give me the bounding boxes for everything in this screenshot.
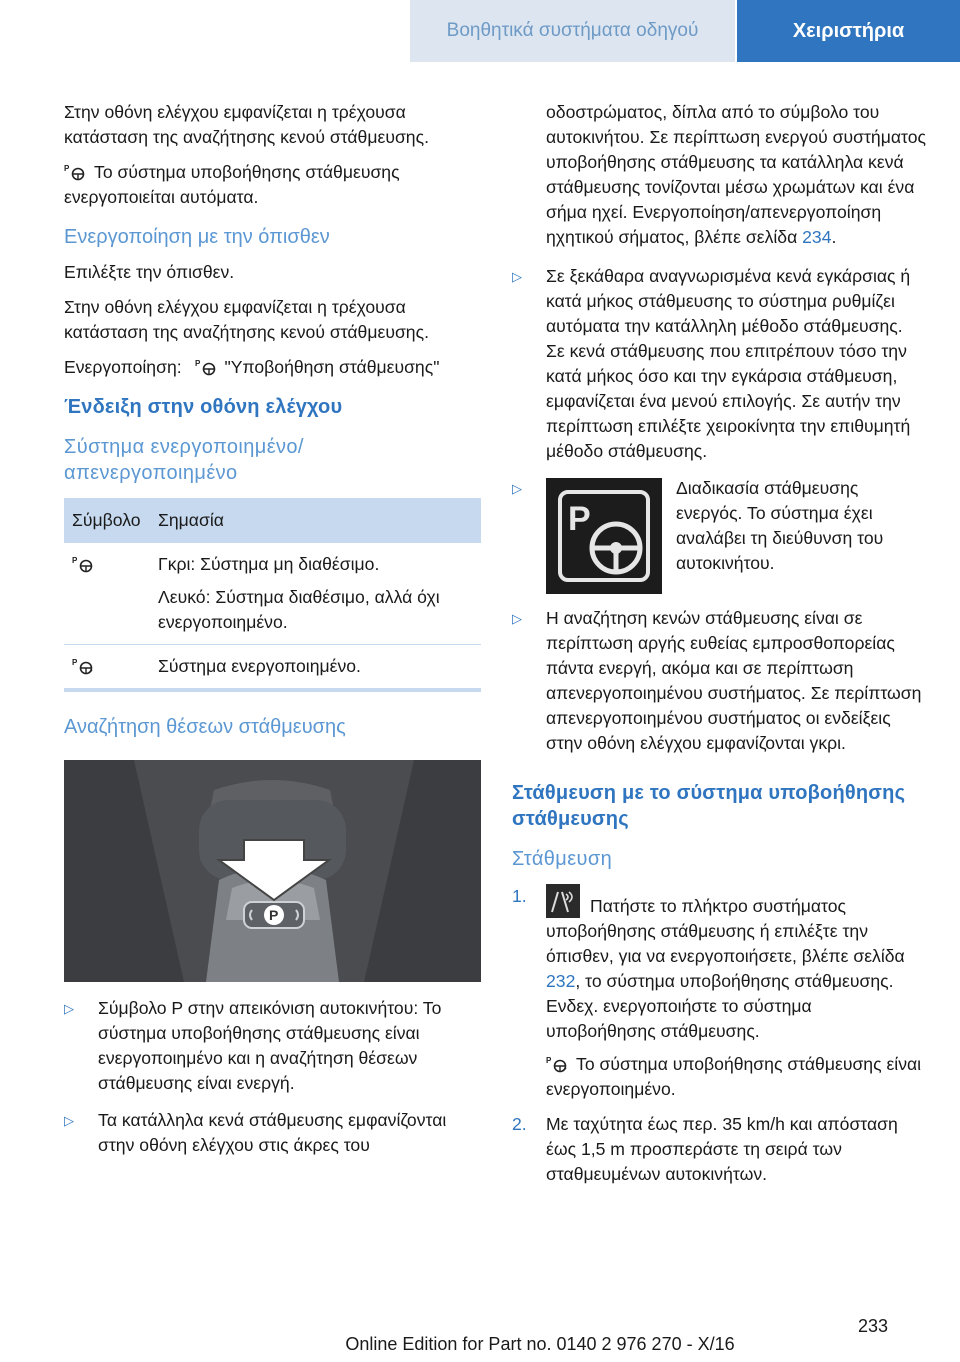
- svg-text:P: P: [546, 1056, 552, 1065]
- table-row: [64, 543, 481, 645]
- list-item: ▷ Η αναζήτηση κενών στάθμευσης είναι σε περίπτωση αργής ευθείας εμπροσθοπορείας πάντα ενεργή, ακόμα και σε περίπτωση απενεργοποιημένου συστήματος. Σε περίπτωση απενεργοποιημένου συστήματος οι ενδείξεις στην οθόνη ελέγχου εμφανίζονται γκρι.: [512, 608, 922, 753]
- paragraph-note: P Το σύστημα υποβοήθησης στάθμευσης ενεργοποιείται αυτόματα.: [64, 162, 400, 207]
- header-section-title: Βοηθητικά συστήματα οδηγού: [410, 0, 735, 62]
- footer-edition: Online Edition for Part no. 0140 2 976 270 - X/16: [345, 1334, 735, 1354]
- table-row: [64, 645, 481, 691]
- right-column: [512, 100, 926, 1197]
- list-item: ▷ Τα κατάλληλα κενά στάθμευσης εμφανίζονται στην οθόνη ελέγχου στις άκρες του: [64, 1110, 447, 1155]
- bullet-list-search-cont: [512, 264, 926, 756]
- page-number: 233: [858, 1316, 889, 1336]
- bullet-list-search: [64, 996, 481, 1158]
- section-heading-reverse: Ενεργοποίηση με την όπισθεν: [64, 226, 330, 248]
- list-item-step: 1. Πατήστε το πλήκτρο συστήματος υποβοήθησης στάθμευσης ή επιλέξτε την όπισθεν, για να ενεργοποιήσετε, βλέπε σελίδα 232, το σύστημα υποβοήθησης στάθμευσης. Ενδεχ. ενεργοποιήστε το σύστημα υποβοήθησης στάθμευσης. P Το σύστημα υποβοήθησης στάθμευσης είναι ενεργοποιημένο.: [512, 884, 926, 1102]
- svg-text:P: P: [72, 658, 78, 667]
- table-cell-text: Γκρι: Σύστημα μη διαθέσιμο.: [158, 554, 380, 574]
- svg-text:P: P: [269, 907, 279, 923]
- table-cell-text: Σύστημα ενεργοποιημένο.: [150, 645, 481, 691]
- header-chapter-tab: Χειριστήρια: [737, 0, 960, 62]
- parking-assist-active-icon: [72, 657, 94, 675]
- steps-list: [512, 884, 926, 1187]
- list-item: ▷ P Διαδικασία στάθμευσης ενεργός. Το σύστημα έχει αναλάβει τη διεύθυνση του αυτοκινήτου.: [512, 476, 926, 594]
- parking-assist-active-icon: [546, 1055, 568, 1073]
- page-reference-link[interactable]: 232: [546, 971, 576, 991]
- section-heading-display: Ένδειξη στην οθόνη ελέγχου: [64, 396, 343, 418]
- parking-procedure-active-icon: [546, 478, 662, 594]
- paragraph: Επιλέξτε την όπισθεν.: [64, 262, 235, 282]
- paragraph-activation: Ενεργοποίηση: P "Υποβοήθηση στάθμευσης": [64, 357, 440, 377]
- step-note: P Το σύστημα υποβοήθησης στάθμευσης είναι ενεργοποιημένο.: [546, 1054, 922, 1099]
- list-item: ▷ Σε ξεκάθαρα αναγνωρισμένα κενά εγκάρσιας ή κατά μήκος στάθμευσης το σύστημα ρυθμίζει αυτόματα την κατάλληλη μέθοδο στάθμευσης. Σε κενά στάθμευσης που επιτρέπουν τόσο την κατά μήκος όσο και την εγκάρσια στάθμευση, εμφανίζεται ένα μενού επιλογής. Σε αυτήν την περίπτωση επιλέξτε χειροκίνητα την επιθυμητή μέθοδο στάθμευσης.: [512, 266, 911, 461]
- table-header-row: [64, 498, 481, 543]
- list-item-step: 2. Με ταχύτητα έως περ. 35 km/h και απόσταση έως 1,5 m προσπεράστε τη σειρά των σταθμευμένων αυτοκινήτων.: [512, 1114, 898, 1184]
- page-header: [0, 0, 960, 62]
- list-item: ▷ Σύμβολο P στην απεικόνιση αυτοκινήτου: Το σύστημα υποβοήθησης στάθμευσης είναι ενεργοποιημένο και η αναζήτηση θέσεων στάθμευσης είναι ενεργή.: [64, 998, 442, 1093]
- svg-text:P: P: [72, 556, 78, 565]
- svg-text:P: P: [194, 359, 200, 368]
- parking-assist-button-icon: [546, 884, 580, 918]
- subheading-parking: Στάθμευση: [512, 848, 613, 870]
- parking-assist-symbol-icon: [72, 555, 94, 573]
- table-header-symbol: Σύμβολο: [64, 498, 150, 543]
- paragraph: Στην οθόνη ελέγχου εμφανίζεται η τρέχουσα κατάσταση της αναζήτησης κενού στάθμευσης.: [64, 297, 429, 342]
- svg-text:P: P: [64, 164, 70, 173]
- section-heading-search: Αναζήτηση θέσεων στάθμευσης: [64, 716, 346, 738]
- table-header-meaning: Σημασία: [150, 498, 481, 543]
- subheading-system-status: Σύστημα ενεργοποιημένο/ απενεργοποιημένο: [64, 436, 304, 484]
- parking-assist-symbol-icon: [64, 163, 86, 181]
- page-reference-link[interactable]: 234: [802, 227, 832, 247]
- section-heading-parking: Στάθμευση με το σύστημα υποβοήθησης στάθμευσης: [512, 782, 906, 830]
- list-item-continued: οδοστρώματος, δίπλα από το σύμβολο του αυτοκινήτου. Σε περίπτωση ενεργού συστήματος υποβοήθησης στάθμευσης τα κατάλληλα κενά στάθμευσης τονίζονται μέσω χρωμάτων και ένα σήμα ηχεί. Ενεργοποίηση/απενεργοποίηση ηχητικού σήματος, βλέπε σελίδα 234.: [546, 102, 926, 247]
- svg-text:P: P: [568, 500, 591, 538]
- parking-assist-symbol-icon: [195, 358, 217, 376]
- parking-search-display-image: [64, 760, 481, 982]
- table-cell-text: Λευκό: Σύστημα διαθέσιμο, αλλά όχι ενεργοποιημένο.: [158, 587, 440, 632]
- left-column: [64, 100, 481, 1170]
- paragraph: Στην οθόνη ελέγχου εμφανίζεται η τρέχουσα κατάσταση της αναζήτησης κενού στάθμευσης.: [64, 102, 429, 147]
- symbol-table: [64, 498, 481, 692]
